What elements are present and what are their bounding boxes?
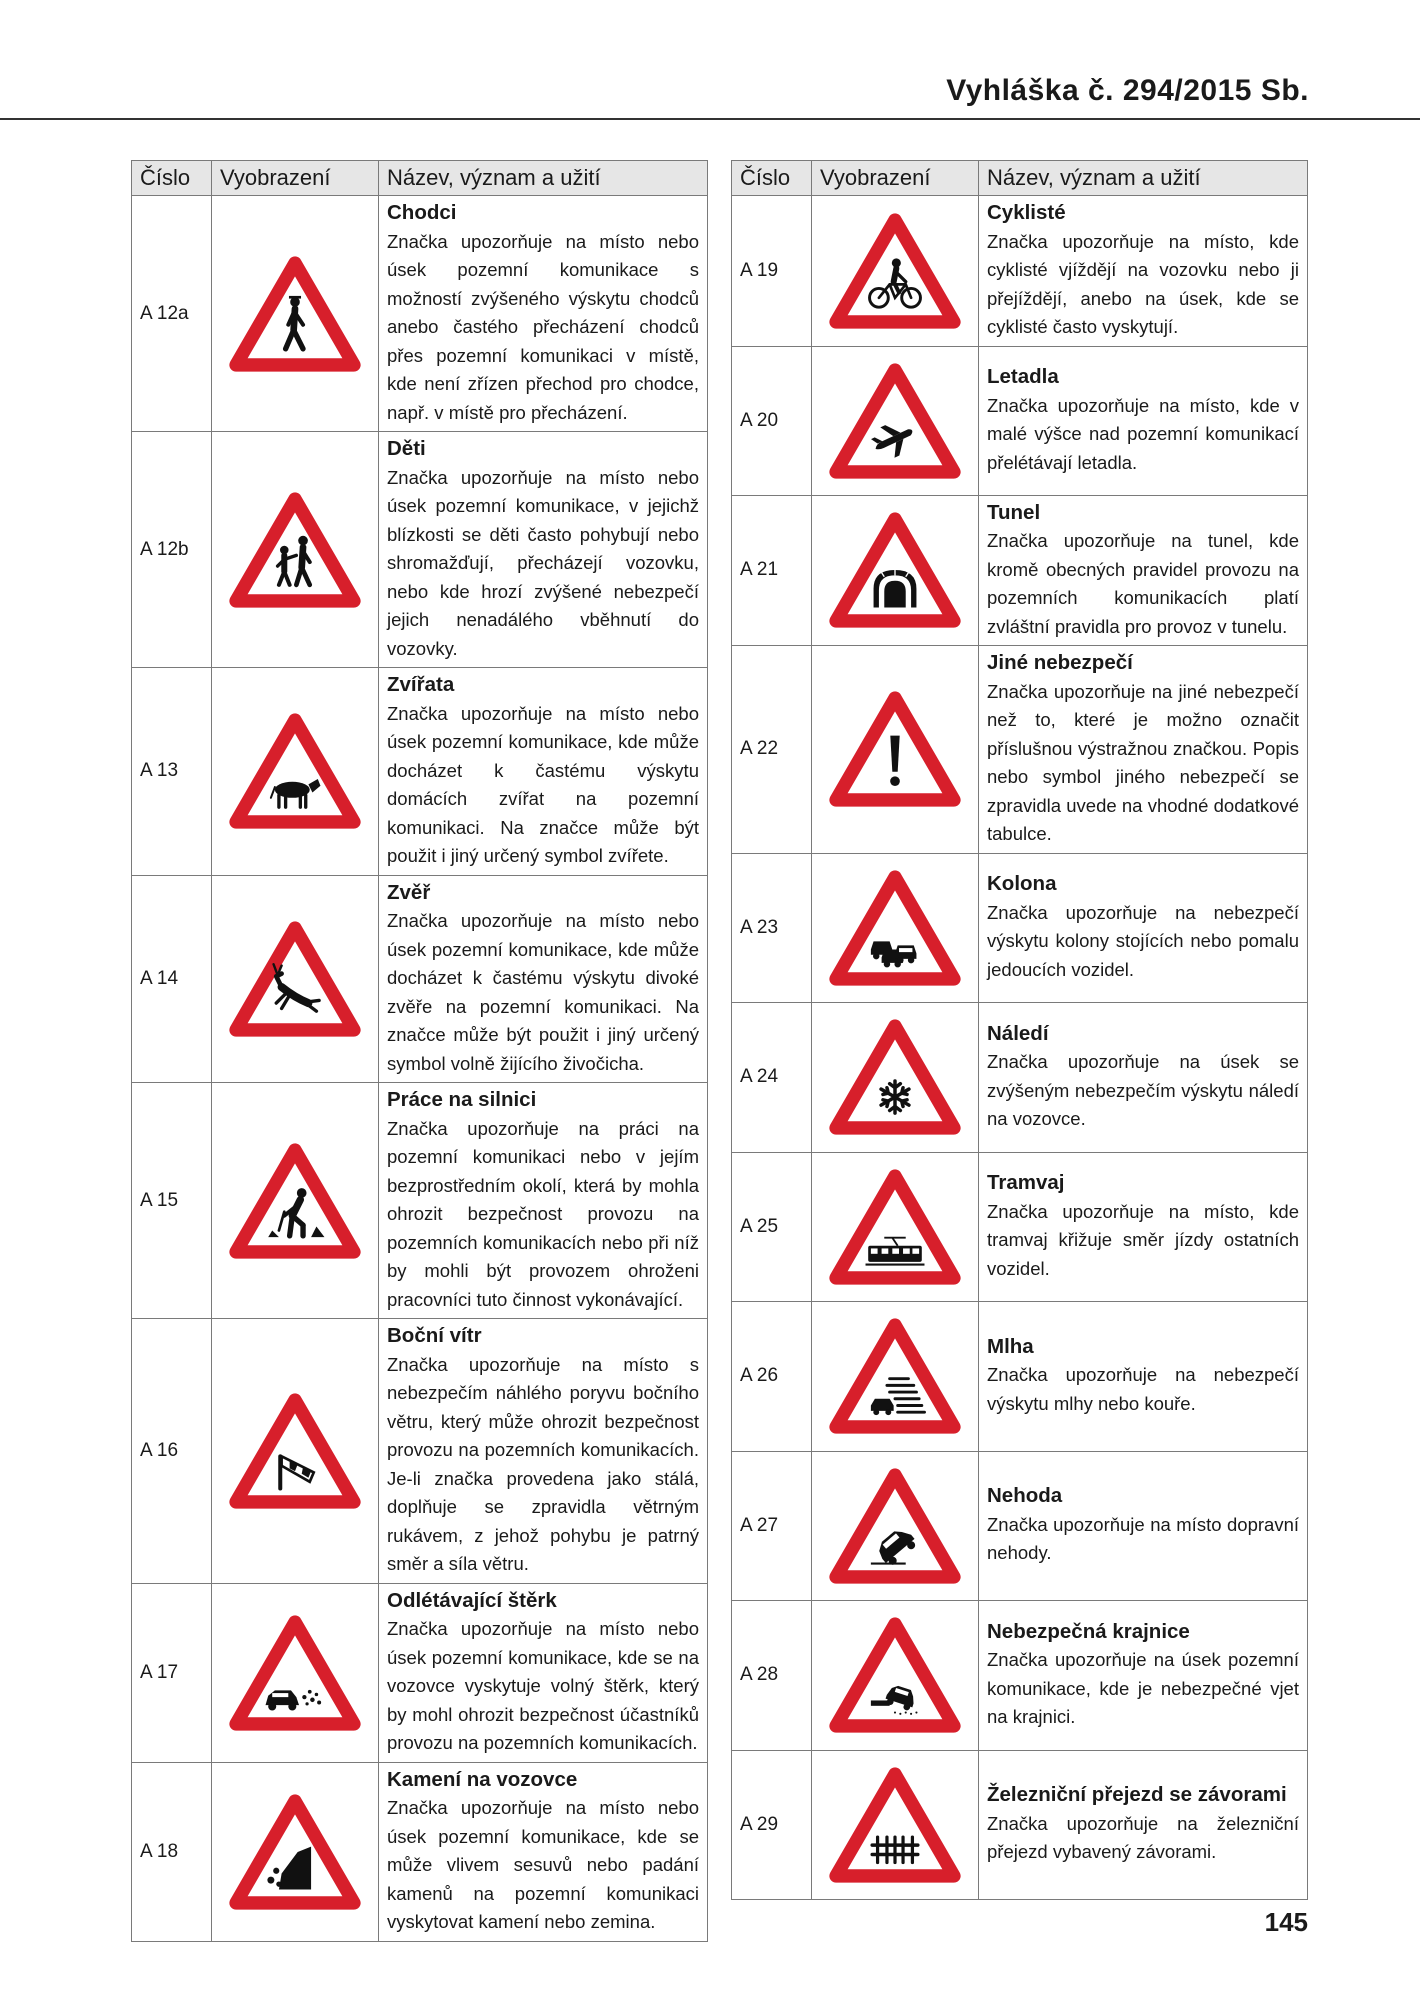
sign-image-cell bbox=[812, 646, 979, 854]
sign-number: A 25 bbox=[732, 1152, 812, 1301]
table-header-row bbox=[132, 161, 708, 196]
sign-meaning: Značka upozorňuje na jiné nebezpečí než to, které je možno označit příslušnou výstražnou značkou. Popis nebo symbol jiného nebezpečí se zpravidla uvede na vhodné dodatkové tabulce. bbox=[987, 680, 1299, 844]
sign-image-cell bbox=[812, 495, 979, 646]
deer-icon bbox=[228, 920, 362, 1038]
sign-image-cell bbox=[812, 346, 979, 495]
table-row bbox=[732, 1451, 1308, 1600]
sign-description bbox=[979, 1600, 1308, 1750]
sign-image-cell bbox=[812, 1002, 979, 1152]
sign-number: A 12a bbox=[132, 196, 212, 432]
sign-meaning: Značka upozorňuje na místo nebo úsek pozemní komunikace, kde se může vlivem sesuvů nebo padání kamenů na pozemní komunikaci vyskytovat kamení nebo zemina. bbox=[387, 1797, 699, 1932]
windsock-icon bbox=[228, 1392, 362, 1510]
table-row bbox=[132, 1583, 708, 1762]
sign-image-cell bbox=[212, 875, 379, 1083]
sign-name: Náledí bbox=[987, 1021, 1049, 1045]
table-row bbox=[132, 1319, 708, 1584]
sign-description bbox=[979, 1152, 1308, 1301]
sign-description bbox=[379, 432, 708, 668]
sign-description bbox=[379, 1083, 708, 1319]
sign-meaning: Značka upozorňuje na místo s nebezpečím náhlého poryvu bočního větru, který může ohrozit bezpečnost provozu na pozemních komunikacích. Je-li značka provedena jako stálá, doplňuje se zpravidla větrným rukávem, z jehož pohybu je patrný směr a síla větru. bbox=[387, 1353, 699, 1574]
sign-image-cell bbox=[212, 1319, 379, 1584]
sign-number: A 20 bbox=[732, 346, 812, 495]
sign-image-cell bbox=[212, 1083, 379, 1319]
pedestrian-icon bbox=[228, 255, 362, 373]
page-number: 145 bbox=[1264, 1907, 1308, 1937]
sign-description bbox=[379, 1762, 708, 1941]
header-divider bbox=[0, 118, 1420, 120]
sign-name: Tramvaj bbox=[987, 1171, 1065, 1194]
sign-description bbox=[379, 1319, 708, 1584]
sign-meaning: Značka upozorňuje na nebezpečí výskytu kolony stojících nebo pomalu jedoucích vozidel. bbox=[987, 901, 1299, 980]
sign-number: A 28 bbox=[732, 1600, 812, 1750]
table-row bbox=[732, 1600, 1308, 1750]
column-header-description: Název, význam a užití bbox=[379, 161, 708, 196]
airplane-icon bbox=[828, 362, 962, 480]
sign-meaning: Značka upozorňuje na tunel, kde kromě obecných pravidel provozu na pozemních komunikacích platí zvláštní pravidla pro provoz v tunelu. bbox=[987, 530, 1299, 637]
cow-icon bbox=[228, 712, 362, 830]
sign-name: Tunel bbox=[987, 500, 1041, 524]
sign-meaning: Značka upozorňuje na místo nebo úsek pozemní komunikace, kde může docházet k častému výskytu domácích zvířat na pozemní komunikaci. Na značce může být použit i jiný určený symbol zvířete. bbox=[387, 702, 699, 866]
level-crossing-barrier-icon bbox=[828, 1766, 962, 1884]
sign-image-cell bbox=[212, 196, 379, 432]
sign-name: Kolona bbox=[987, 872, 1057, 895]
sign-description bbox=[979, 495, 1308, 646]
sign-name: Mlha bbox=[987, 1334, 1034, 1358]
sign-image-cell bbox=[212, 1762, 379, 1941]
sign-description bbox=[379, 196, 708, 432]
column-header-image: Vyobrazení bbox=[212, 161, 379, 196]
document-header-title: Vyhláška č. 294/2015 Sb. bbox=[946, 74, 1309, 107]
sign-number: A 24 bbox=[732, 1002, 812, 1152]
sign-description bbox=[379, 668, 708, 876]
sign-number: A 16 bbox=[132, 1319, 212, 1584]
sign-number: A 26 bbox=[732, 1301, 812, 1451]
sign-number: A 18 bbox=[132, 1762, 212, 1941]
sign-meaning: Značka upozorňuje na místo, kde cyklisté vjíždějí na vozovku nebo ji přejíždějí, anebo na úsek, kde se cyklisté často vyskytují. bbox=[987, 230, 1299, 337]
sign-meaning: Značka upozorňuje na místo, kde v malé výšce nad pozemní komunikací přelétávají letadla. bbox=[987, 394, 1299, 473]
snowflake-icon bbox=[828, 1018, 962, 1136]
sign-name: Zvířata bbox=[387, 673, 455, 696]
fog-icon bbox=[828, 1317, 962, 1435]
sign-image-cell bbox=[212, 668, 379, 876]
sign-name: Nehoda bbox=[987, 1484, 1063, 1508]
sign-meaning: Značka upozorňuje na místo dopravní nehody. bbox=[987, 1513, 1299, 1564]
sign-name: Zvěř bbox=[387, 880, 431, 904]
roadworks-icon bbox=[228, 1142, 362, 1260]
sign-description bbox=[379, 875, 708, 1083]
sign-number: A 21 bbox=[732, 495, 812, 646]
sign-name: Boční vítr bbox=[387, 1324, 482, 1347]
sign-image-cell bbox=[812, 1152, 979, 1301]
table-row bbox=[732, 1002, 1308, 1152]
exclamation-icon bbox=[828, 690, 962, 808]
sign-image-cell bbox=[812, 1451, 979, 1600]
table-row bbox=[732, 1152, 1308, 1301]
column-header-number: Číslo bbox=[132, 161, 212, 196]
sign-meaning: Značka upozorňuje na úsek pozemní komunikace, kde je nebezpečné vjet na krajnici. bbox=[987, 1649, 1299, 1727]
column-header-description: Název, význam a užití bbox=[979, 161, 1308, 196]
sign-number: A 15 bbox=[132, 1083, 212, 1319]
sign-image-cell bbox=[812, 1750, 979, 1899]
loose-chippings-icon bbox=[228, 1614, 362, 1732]
sign-description bbox=[979, 1301, 1308, 1451]
sign-image-cell bbox=[212, 432, 379, 668]
sign-description bbox=[979, 196, 1308, 347]
sign-table-left bbox=[131, 160, 708, 1942]
sign-number: A 29 bbox=[732, 1750, 812, 1899]
sign-description bbox=[979, 346, 1308, 495]
sign-meaning: Značka upozorňuje na místo nebo úsek pozemní komunikace, kde se na vozovce vyskytuje volný štěrk, který by mohl ohrozit bezpečnost účastníků provozu na pozemních komunikacích. bbox=[387, 1618, 699, 1753]
sign-table-right bbox=[731, 160, 1308, 1900]
sign-description bbox=[979, 1750, 1308, 1899]
table-row bbox=[732, 853, 1308, 1002]
sign-meaning: Značka upozorňuje na úsek se zvýšeným nebezpečím výskytu náledí na vozovce. bbox=[987, 1051, 1299, 1129]
falling-rocks-icon bbox=[228, 1793, 362, 1911]
sign-name: Železniční přejezd se závorami bbox=[987, 1783, 1287, 1807]
table-row bbox=[732, 196, 1308, 347]
table-row bbox=[732, 646, 1308, 854]
table-row bbox=[132, 432, 708, 668]
sign-meaning: Značka upozorňuje na nebezpečí výskytu mlhy nebo kouře. bbox=[987, 1364, 1299, 1414]
sign-image-cell bbox=[812, 853, 979, 1002]
table-row bbox=[132, 1083, 708, 1319]
sign-name: Letadla bbox=[987, 365, 1059, 388]
sign-number: A 19 bbox=[732, 196, 812, 347]
sign-name: Práce na silnici bbox=[387, 1088, 537, 1111]
sign-number: A 13 bbox=[132, 668, 212, 876]
sign-name: Nebezpečná krajnice bbox=[987, 1619, 1190, 1643]
table-row bbox=[132, 1762, 708, 1941]
sign-image-cell bbox=[812, 1600, 979, 1750]
sign-number: A 22 bbox=[732, 646, 812, 854]
sign-description bbox=[979, 1002, 1308, 1152]
sign-meaning: Značka upozorňuje na železniční přejezd vybavený závorami. bbox=[987, 1812, 1299, 1863]
table-row bbox=[732, 1301, 1308, 1451]
sign-meaning: Značka upozorňuje na místo nebo úsek pozemní komunikace s možností zvýšeného výskytu chodců anebo častého přecházení chodců přes pozemní komunikaci v místě, kde není zřízen přechod pro chodce, např. v místě pro přecházení. bbox=[387, 230, 699, 423]
table-row bbox=[132, 668, 708, 876]
soft-verge-icon bbox=[828, 1616, 962, 1734]
sign-number: A 14 bbox=[132, 875, 212, 1083]
table-row bbox=[732, 495, 1308, 646]
sign-number: A 23 bbox=[732, 853, 812, 1002]
sign-image-cell bbox=[212, 1583, 379, 1762]
table-row bbox=[732, 346, 1308, 495]
sign-description bbox=[979, 646, 1308, 854]
column-header-image: Vyobrazení bbox=[812, 161, 979, 196]
sign-image-cell bbox=[812, 1301, 979, 1451]
sign-number: A 12b bbox=[132, 432, 212, 668]
sign-number: A 17 bbox=[132, 1583, 212, 1762]
sign-number: A 27 bbox=[732, 1451, 812, 1600]
children-icon bbox=[228, 491, 362, 609]
sign-name: Cyklisté bbox=[987, 201, 1066, 224]
sign-meaning: Značka upozorňuje na místo nebo úsek pozemní komunikace, kde může docházet k častému výskytu divoké zvěře na pozemní komunikaci. Na značce může být použit i jiný určený symbol volně žijícího živočicha. bbox=[387, 910, 699, 1074]
sign-name: Chodci bbox=[387, 201, 457, 224]
table-header-row bbox=[732, 161, 1308, 196]
tunnel-icon bbox=[828, 511, 962, 629]
table-row bbox=[132, 875, 708, 1083]
cyclist-icon bbox=[828, 212, 962, 330]
tram-icon bbox=[828, 1168, 962, 1286]
sign-description bbox=[979, 853, 1308, 1002]
column-header-number: Číslo bbox=[732, 161, 812, 196]
sign-name: Odlétávající štěrk bbox=[387, 1588, 557, 1612]
table-row bbox=[132, 196, 708, 432]
sign-meaning: Značka upozorňuje na práci na pozemní komunikaci nebo v jejím bezprostředním okolí, která by mohla ohrozit bezpečnost provozu na pozemních komunikacích nebo při níž by mohli být provozem ohroženi pracovníci tuto činnost vykonávající. bbox=[387, 1117, 699, 1310]
sign-name: Jiné nebezpečí bbox=[987, 651, 1133, 674]
sign-name: Děti bbox=[387, 437, 426, 460]
overturned-car-icon bbox=[828, 1467, 962, 1585]
table-row bbox=[732, 1750, 1308, 1899]
sign-meaning: Značka upozorňuje na místo nebo úsek pozemní komunikace, v jejichž blízkosti se děti často pohybují nebo shromažďují, přecházejí vozovku, nebo kde hrozí zvýšené nebezpečí jejich nenadálého vběhnutí do vozovky. bbox=[387, 466, 699, 659]
traffic-queue-icon bbox=[828, 869, 962, 987]
sign-name: Kamení na vozovce bbox=[387, 1767, 578, 1791]
sign-description bbox=[979, 1451, 1308, 1600]
sign-description bbox=[379, 1583, 708, 1762]
sign-meaning: Značka upozorňuje na místo, kde tramvaj křižuje směr jízdy ostatních vozidel. bbox=[987, 1200, 1299, 1279]
sign-image-cell bbox=[812, 196, 979, 347]
